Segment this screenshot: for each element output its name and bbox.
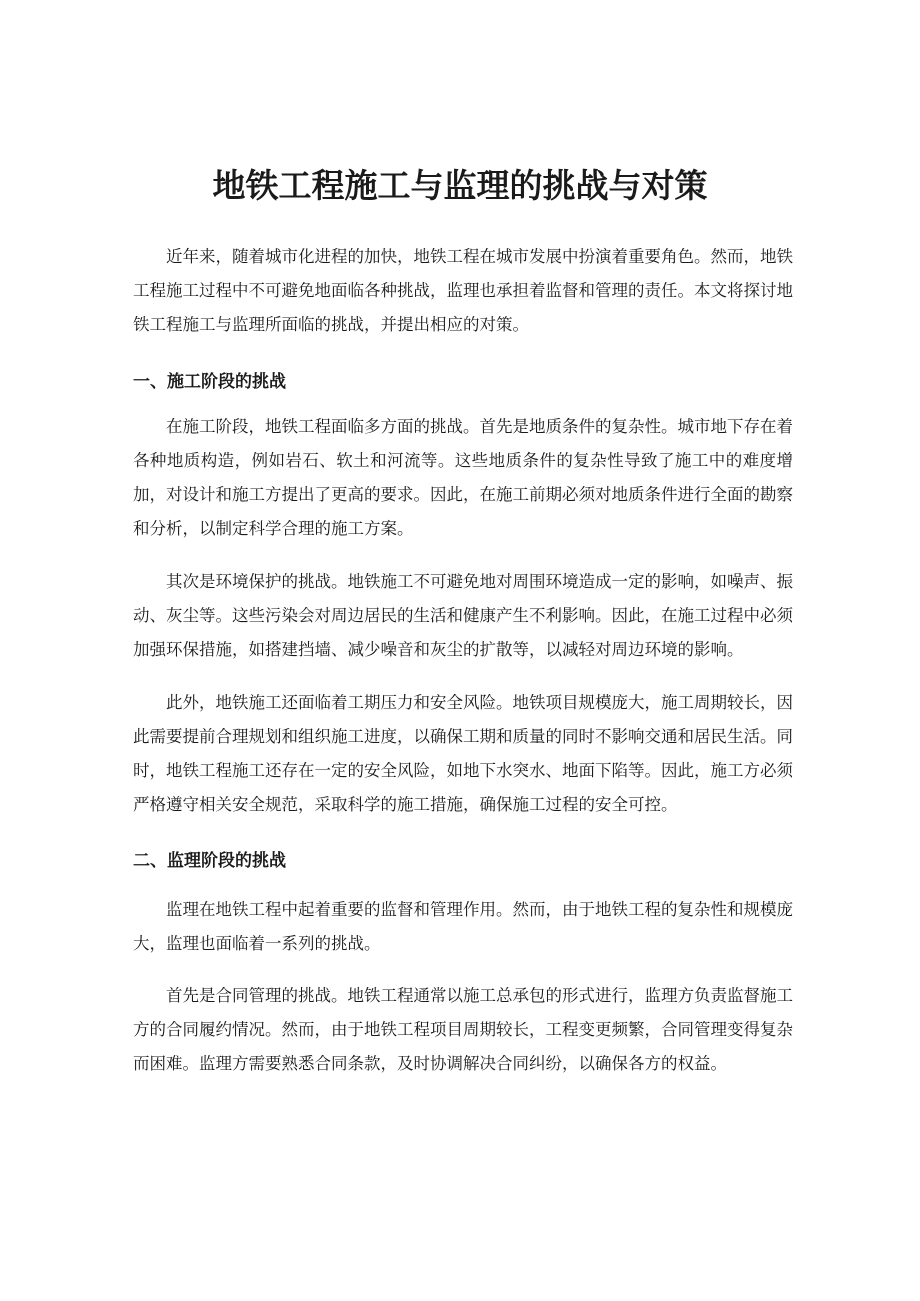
section1-paragraph-2: 其次是环境保护的挑战。地铁施工不可避免地对周围环境造成一定的影响，如噪声、振动、灰尘等。这些污染会对周边居民的生活和健康产生不利影响。因此，在施工过程中必须加强环保措施，如搭建挡墙、减少噪音和灰尘的扩散等，以减轻对周边环境的影响。	[133, 572, 793, 659]
section1-paragraph-1: 在施工阶段，地铁工程面临多方面的挑战。首先是地质条件的复杂性。城市地下存在着各种地质构造，例如岩石、软土和河流等。这些地质条件的复杂性导致了施工中的难度增加，对设计和施工方提出了更高的要求。因此，在施工前期必须对地质条件进行全面的勘察和分析，以制定科学合理的施工方案。	[133, 417, 793, 538]
page-title: 地铁工程施工与监理的挑战与对策	[212, 166, 708, 205]
section1-paragraph-3: 此外，地铁施工还面临着工期压力和安全风险。地铁项目规模庞大，施工周期较长，因此需要提前合理规划和组织施工进度，以确保工期和质量的同时不影响交通和居民生活。同时，地铁工程施工还存在一定的安全风险，如地下水突水、地面下陷等。因此，施工方必须严格遵守相关安全规范，采取科学的施工措施，确保施工过程的安全可控。	[133, 693, 793, 814]
section2-paragraph-1: 监理在地铁工程中起着重要的监督和管理作用。然而，由于地铁工程的复杂性和规模庞大，监理也面临着一系列的挑战。	[133, 900, 793, 953]
intro-paragraph: 近年来，随着城市化进程的加快，地铁工程在城市发展中扮演着重要角色。然而，地铁工程施工过程中不可避免地面临各种挑战，监理也承担着监督和管理的责任。本文将探讨地铁工程施工与监理所面临的挑战，并提出相应的对策。	[133, 247, 793, 334]
section-heading-supervision: 二、监理阶段的挑战	[133, 851, 286, 871]
section2-paragraph-2: 首先是合同管理的挑战。地铁工程通常以施工总承包的形式进行，监理方负责监督施工方的合同履约情况。然而，由于地铁工程项目周期较长，工程变更频繁，合同管理变得复杂而困难。监理方需要熟悉合同条款，及时协调解决合同纠纷，以确保各方的权益。	[133, 986, 793, 1073]
section-heading-construction: 一、施工阶段的挑战	[133, 372, 286, 392]
